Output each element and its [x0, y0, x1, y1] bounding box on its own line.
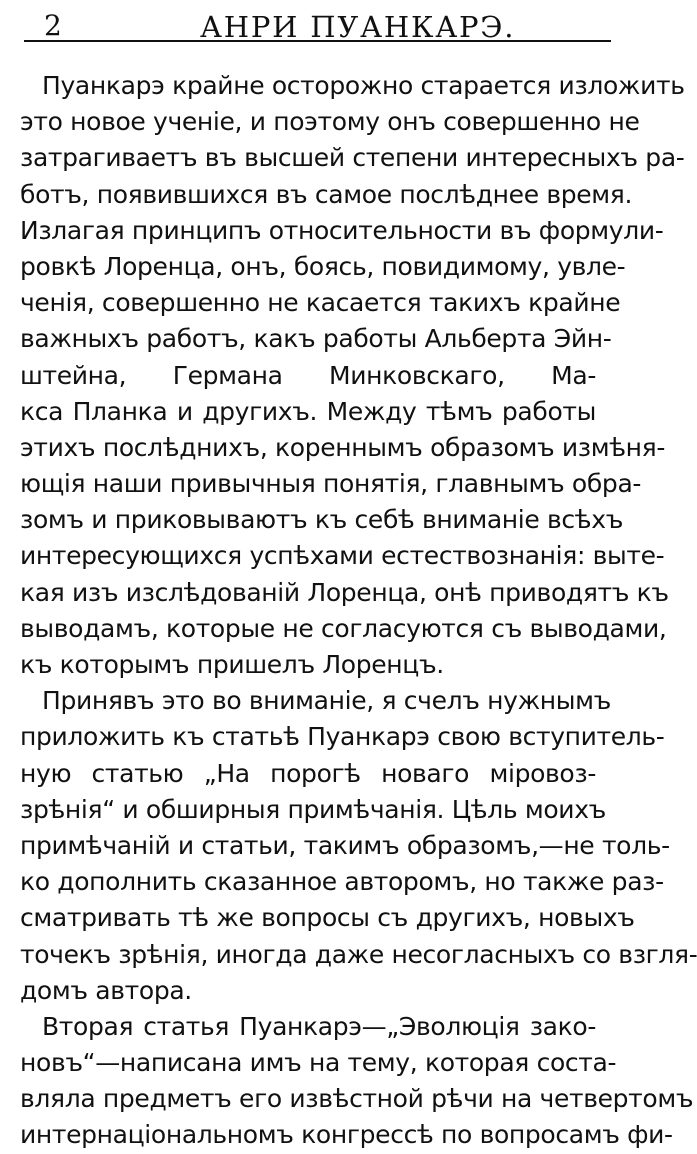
- body-line: ющія наши привычныя понятія, главнымъ обра-: [20, 469, 642, 499]
- body-line: зрѣнія“ и обширныя примѣчанія. Цѣль моихъ: [20, 794, 606, 824]
- body-line: ко дополнить сказанное авторомъ, но также раз-: [20, 867, 664, 897]
- body-line: Пуанкарэ крайне осторожно старается изложить: [42, 71, 685, 100]
- body-line: приложить къ статьѣ Пуанкарэ свою вступитель-: [20, 722, 665, 752]
- header-rule: [24, 40, 611, 42]
- body-line: зомъ и приковываютъ къ себѣ вниманіе всѣхъ: [20, 505, 624, 535]
- body-text: [20, 68, 697, 1150]
- body-line: кая изъ изслѣдованій Лоренца, онѣ приводятъ къ: [20, 577, 669, 607]
- page-header: [12, 2, 602, 48]
- body-line: это новое ученіе, и поэтому онъ совершенно не: [20, 107, 640, 137]
- body-line: Принявъ это во вниманіе, я счелъ нужнымъ: [42, 686, 611, 716]
- body-line: Излагая принципъ относительности въ формули-: [20, 215, 664, 245]
- body-line: интернаціональномъ конгрессѣ по вопросамъ фи-: [20, 1120, 673, 1150]
- body-line: затрагиваетъ въ высшей степени интересныхъ ра-: [20, 143, 685, 173]
- body-line: ровкѣ Лоренца, онъ, боясь, повидимому, увле-: [20, 251, 626, 281]
- body-line: важныхъ работъ, какъ работы Альберта Эйн-: [20, 324, 612, 354]
- body-line: штейна, Германа Минковскаго, Ма-: [20, 360, 596, 390]
- body-line: ную статью „На порогѣ новаго міровоз-: [20, 758, 596, 788]
- body-line: этихъ послѣднихъ, кореннымъ образомъ измѣня-: [20, 432, 666, 462]
- body-line: точекъ зрѣнія, иногда даже несогласныхъ со взгля-: [20, 939, 697, 969]
- body-line: вляла предметъ его извѣстной рѣчи на четвертомъ: [20, 1084, 694, 1114]
- body-line: новъ“—написана имъ на тему, которая соста-: [20, 1048, 617, 1078]
- body-line: Вторая статья Пуанкарэ—„Эволюція зако-: [42, 1011, 596, 1041]
- body-line: домъ автора.: [20, 975, 192, 1005]
- running-title: АНРИ ПУАНКАРЭ.: [200, 10, 516, 44]
- body-line: примѣчаній и статьи, такимъ образомъ,—не толь-: [20, 830, 670, 860]
- body-line: ченія, совершенно не касается такихъ крайне: [20, 288, 621, 318]
- body-line: кса Планка и другихъ. Между тѣмъ работы: [20, 396, 596, 426]
- body-line: выводамъ, которые не согласуются съ выводами,: [20, 613, 667, 643]
- body-line: къ которымъ пришелъ Лоренцъ.: [20, 650, 444, 679]
- body-line: сматривать тѣ же вопросы съ другихъ, новыхъ: [20, 903, 635, 933]
- body-line: интересующихся успѣхами естествознанія: выте-: [20, 541, 665, 571]
- page-number: 2: [44, 9, 62, 42]
- body-line: ботъ, появившихся въ самое послѣднее время.: [20, 179, 633, 209]
